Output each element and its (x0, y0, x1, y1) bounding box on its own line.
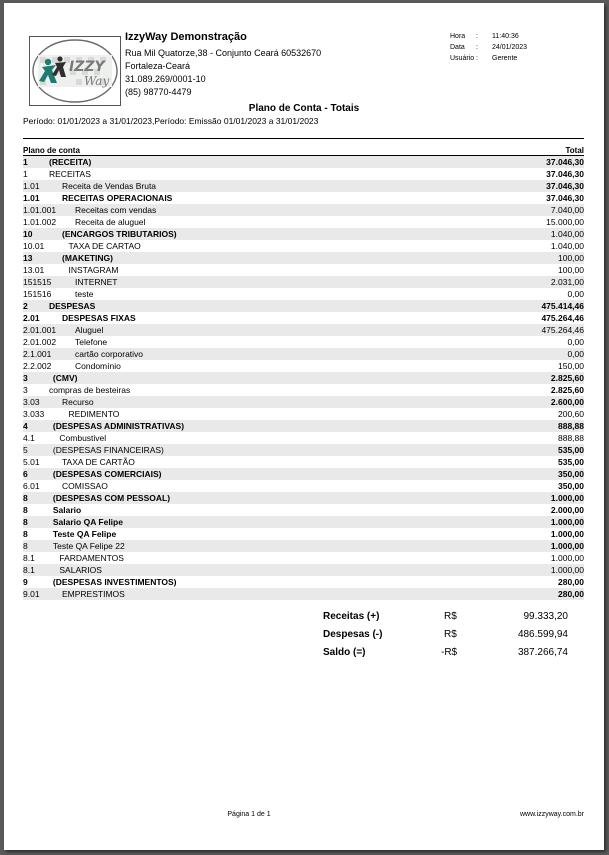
table-row (23, 348, 584, 360)
summary-row-receitas (323, 608, 568, 626)
account-description: (DESPESAS INVESTIMENTOS) (52, 577, 177, 587)
table-row (23, 264, 584, 276)
account-total: 350,00 (558, 469, 584, 479)
table-row (23, 228, 584, 240)
account-description: compras de besteiras (49, 385, 131, 395)
summary-currency: R$ (444, 629, 457, 640)
meta-separator: : (476, 33, 478, 40)
table-row (23, 336, 584, 348)
page-number: Página 1 de 1 (227, 811, 271, 818)
account-description: Receita de Vendas Bruta (62, 181, 157, 191)
account-total: 100,00 (558, 253, 584, 263)
table-row (23, 396, 584, 408)
account-total: 1.000,00 (550, 517, 584, 527)
account-code: 6.01 (23, 481, 40, 491)
account-total: 888,88 (558, 433, 584, 443)
account-total: 2.031,00 (550, 277, 584, 287)
account-description: SALARIOS (59, 565, 102, 575)
account-description: (DESPESAS ADMINISTRATIVAS) (52, 421, 185, 431)
table-row (23, 588, 584, 600)
table-row (23, 300, 584, 312)
account-code: 3.033 (23, 409, 45, 419)
account-total: 37.046,30 (546, 157, 584, 167)
account-total: 535,00 (558, 457, 584, 467)
account-total: 2.600,00 (550, 397, 584, 407)
account-code: 9.01 (23, 589, 40, 599)
account-total: 1.040,00 (550, 241, 584, 251)
account-code: 2.2.002 (23, 361, 52, 371)
account-code: 5 (23, 445, 28, 455)
svg-text:Way: Way (84, 74, 110, 88)
account-code: 1 (23, 157, 28, 167)
table-row (23, 324, 584, 336)
meta-data-label: Data (450, 44, 465, 51)
table-row (23, 372, 584, 384)
company-cnpj: 31.089.269/0001-10 (125, 74, 206, 85)
table-row (23, 456, 584, 468)
account-code: 8 (23, 493, 28, 503)
account-code: 8 (23, 529, 28, 539)
footer-website: www.izzyway.com.br (519, 811, 584, 818)
company-name: IzzyWay Demonstração (125, 31, 247, 43)
report-period: Período: 01/01/2023 a 31/01/2023,Período: Emissão 01/01/2023 a 31/01/2023 (23, 116, 319, 126)
meta-usuario-label: Usuário (450, 55, 475, 62)
account-total: 280,00 (558, 589, 584, 599)
account-total: 2.000,00 (550, 505, 584, 515)
account-code: 151516 (23, 289, 52, 299)
meta-hora-label: Hora (450, 33, 466, 40)
account-code: 3.03 (23, 397, 40, 407)
account-total: 2.825,60 (550, 385, 584, 395)
report-title: Plano de Conta - Totais (248, 103, 360, 114)
company-phone: (85) 98770-4479 (125, 86, 192, 97)
account-total: 200,60 (558, 409, 584, 419)
account-description: (MAKETING) (62, 253, 113, 263)
account-total: 1.040,00 (550, 229, 584, 239)
account-description: Receitas com vendas (75, 205, 157, 215)
table-row (23, 168, 584, 180)
account-total: 37.046,30 (546, 169, 584, 179)
account-code: 1 (23, 169, 28, 179)
account-description: Receita de aluguel (75, 217, 146, 227)
table-row (23, 480, 584, 492)
table-row (23, 216, 584, 228)
table-row (23, 576, 584, 588)
account-description: FARDAMENTOS (59, 553, 124, 563)
account-description: RECEITAS (49, 169, 91, 179)
table-row (23, 204, 584, 216)
account-description: DESPESAS FIXAS (62, 313, 136, 323)
izzyway-logo-icon (30, 37, 120, 105)
account-total: 1.000,00 (550, 565, 584, 575)
account-code: 9 (23, 577, 28, 587)
table-row (23, 540, 584, 552)
account-description: cartão corporativo (75, 349, 144, 359)
table-row (23, 288, 584, 300)
company-city: Fortaleza-Ceará (125, 60, 191, 71)
table-row (23, 384, 584, 396)
account-total: 150,00 (558, 361, 584, 371)
account-code: 8.1 (23, 565, 35, 575)
account-description: (ENCARGOS TRIBUTARIOS) (62, 229, 177, 239)
account-total: 37.046,30 (546, 193, 584, 203)
account-total: 1.000,00 (550, 493, 584, 503)
account-total: 475.264,46 (541, 313, 584, 323)
account-code: 1.01 (23, 181, 40, 191)
account-code: 1.01.001 (23, 205, 57, 215)
account-code: 10.01 (23, 241, 45, 251)
account-total: 1.000,00 (550, 553, 584, 563)
account-total: 1.000,00 (550, 541, 584, 551)
table-row (23, 252, 584, 264)
company-logo (29, 36, 121, 106)
report-meta (450, 31, 527, 64)
meta-usuario (450, 53, 527, 64)
table-row (23, 432, 584, 444)
table-row (23, 528, 584, 540)
account-total: 2.825,60 (550, 373, 584, 383)
meta-usuario-value: Gerente (492, 55, 518, 62)
totals-summary (323, 608, 568, 662)
account-description: (CMV) (52, 373, 78, 383)
summary-amount: 486.599,94 (517, 629, 568, 640)
account-total: 0,00 (567, 337, 584, 347)
account-description: (DESPESAS COM PESSOAL) (52, 493, 171, 503)
account-description: Recurso (62, 397, 94, 407)
header-divider (23, 138, 584, 139)
table-row (23, 492, 584, 504)
table-row (23, 276, 584, 288)
account-description: DESPESAS (49, 301, 96, 311)
account-description: Teste QA Felipe (52, 529, 117, 539)
table-row (23, 468, 584, 480)
account-description: TAXA DE CARTÃO (62, 457, 135, 467)
summary-amount: 387.266,74 (517, 647, 568, 658)
summary-label: Saldo (=) (323, 647, 366, 658)
account-code: 8 (23, 517, 28, 527)
account-code: 2.1.001 (23, 349, 52, 359)
account-total: 535,00 (558, 445, 584, 455)
account-code: 6 (23, 469, 28, 479)
company-info (125, 31, 321, 98)
account-code: 2.01 (23, 313, 40, 323)
meta-data (450, 42, 527, 53)
account-code: 3 (23, 385, 28, 395)
account-description: (DESPESAS FINANCEIRAS) (52, 445, 164, 455)
account-description: EMPRESTIMOS (62, 589, 125, 599)
table-row (23, 516, 584, 528)
summary-row-saldo (323, 644, 568, 662)
table-row (23, 312, 584, 324)
account-description: INSTAGRAM (68, 265, 119, 275)
meta-separator: : (476, 55, 478, 62)
summary-currency: -R$ (441, 647, 458, 658)
account-code: 151515 (23, 277, 52, 287)
account-total: 888,88 (558, 421, 584, 431)
table-row (23, 444, 584, 456)
account-description: COMISSAO (62, 481, 108, 491)
table-header (23, 146, 584, 156)
table-row (23, 192, 584, 204)
account-description: Salario (52, 505, 82, 515)
meta-hora (450, 31, 527, 42)
table-row (23, 156, 584, 168)
table-row (23, 180, 584, 192)
account-total: 0,00 (567, 349, 584, 359)
account-description: Teste QA Felipe 22 (52, 541, 125, 551)
account-code: 4.1 (23, 433, 35, 443)
account-description: teste (75, 289, 94, 299)
meta-separator: : (476, 44, 478, 51)
account-total: 475.414,46 (541, 301, 584, 311)
account-description: Salario QA Felipe (52, 517, 123, 527)
account-code: 8 (23, 505, 28, 515)
account-total: 280,00 (558, 577, 584, 587)
summary-row-despesas (323, 626, 568, 644)
summary-label: Despesas (-) (323, 629, 383, 640)
column-header-total: Total (565, 146, 584, 155)
account-code: 13.01 (23, 265, 45, 275)
account-code: 1.01.002 (23, 217, 57, 227)
account-description: INTERNET (75, 277, 118, 287)
account-code: 5.01 (23, 457, 40, 467)
account-total: 7.040,00 (550, 205, 584, 215)
report-page (4, 3, 604, 850)
summary-currency: R$ (444, 611, 457, 622)
table-row (23, 504, 584, 516)
account-code: 2.01.001 (23, 325, 57, 335)
account-code: 4 (23, 421, 28, 431)
account-total: 15.000,00 (546, 217, 584, 227)
meta-hora-value: 11:40:36 (492, 33, 519, 40)
account-description: TAXA DE CARTAO (68, 241, 141, 251)
account-total: 350,00 (558, 481, 584, 491)
table-row (23, 240, 584, 252)
account-description: Telefone (75, 337, 108, 347)
account-code: 2 (23, 301, 28, 311)
account-code: 2.01.002 (23, 337, 57, 347)
account-total: 37.046,30 (546, 181, 584, 191)
account-code: 10 (23, 229, 33, 239)
account-description: RECEITAS OPERACIONAIS (62, 193, 173, 203)
summary-amount: 99.333,20 (523, 611, 568, 622)
account-description: Condomínio (75, 361, 121, 371)
meta-data-value: 24/01/2023 (492, 44, 528, 51)
table-body (23, 156, 584, 600)
accounts-table (23, 146, 584, 600)
summary-label: Receitas (+) (323, 611, 380, 622)
column-header-plano: Plano de conta (23, 146, 80, 155)
table-row (23, 552, 584, 564)
account-code: 8 (23, 541, 28, 551)
account-code: 3 (23, 373, 28, 383)
account-description: (DESPESAS COMERCIAIS) (52, 469, 162, 479)
account-code: 8.1 (23, 553, 35, 563)
account-description: REDIMENTO (68, 409, 120, 419)
account-total: 0,00 (567, 289, 584, 299)
table-row (23, 564, 584, 576)
account-description: Aluguel (75, 325, 104, 335)
table-row (23, 420, 584, 432)
company-address: Rua Mil Quatorze,38 - Conjunto Ceará 60532670 (125, 48, 322, 58)
account-total: 1.000,00 (550, 529, 584, 539)
table-row (23, 360, 584, 372)
svg-text:IZZY: IZZY (69, 59, 105, 75)
account-description: Combustivel (59, 433, 107, 443)
account-code: 13 (23, 253, 33, 263)
account-total: 100,00 (558, 265, 584, 275)
account-total: 475.264,46 (541, 325, 584, 335)
table-row (23, 408, 584, 420)
account-code: 1.01 (23, 193, 40, 203)
account-description: (RECEITA) (49, 157, 92, 167)
